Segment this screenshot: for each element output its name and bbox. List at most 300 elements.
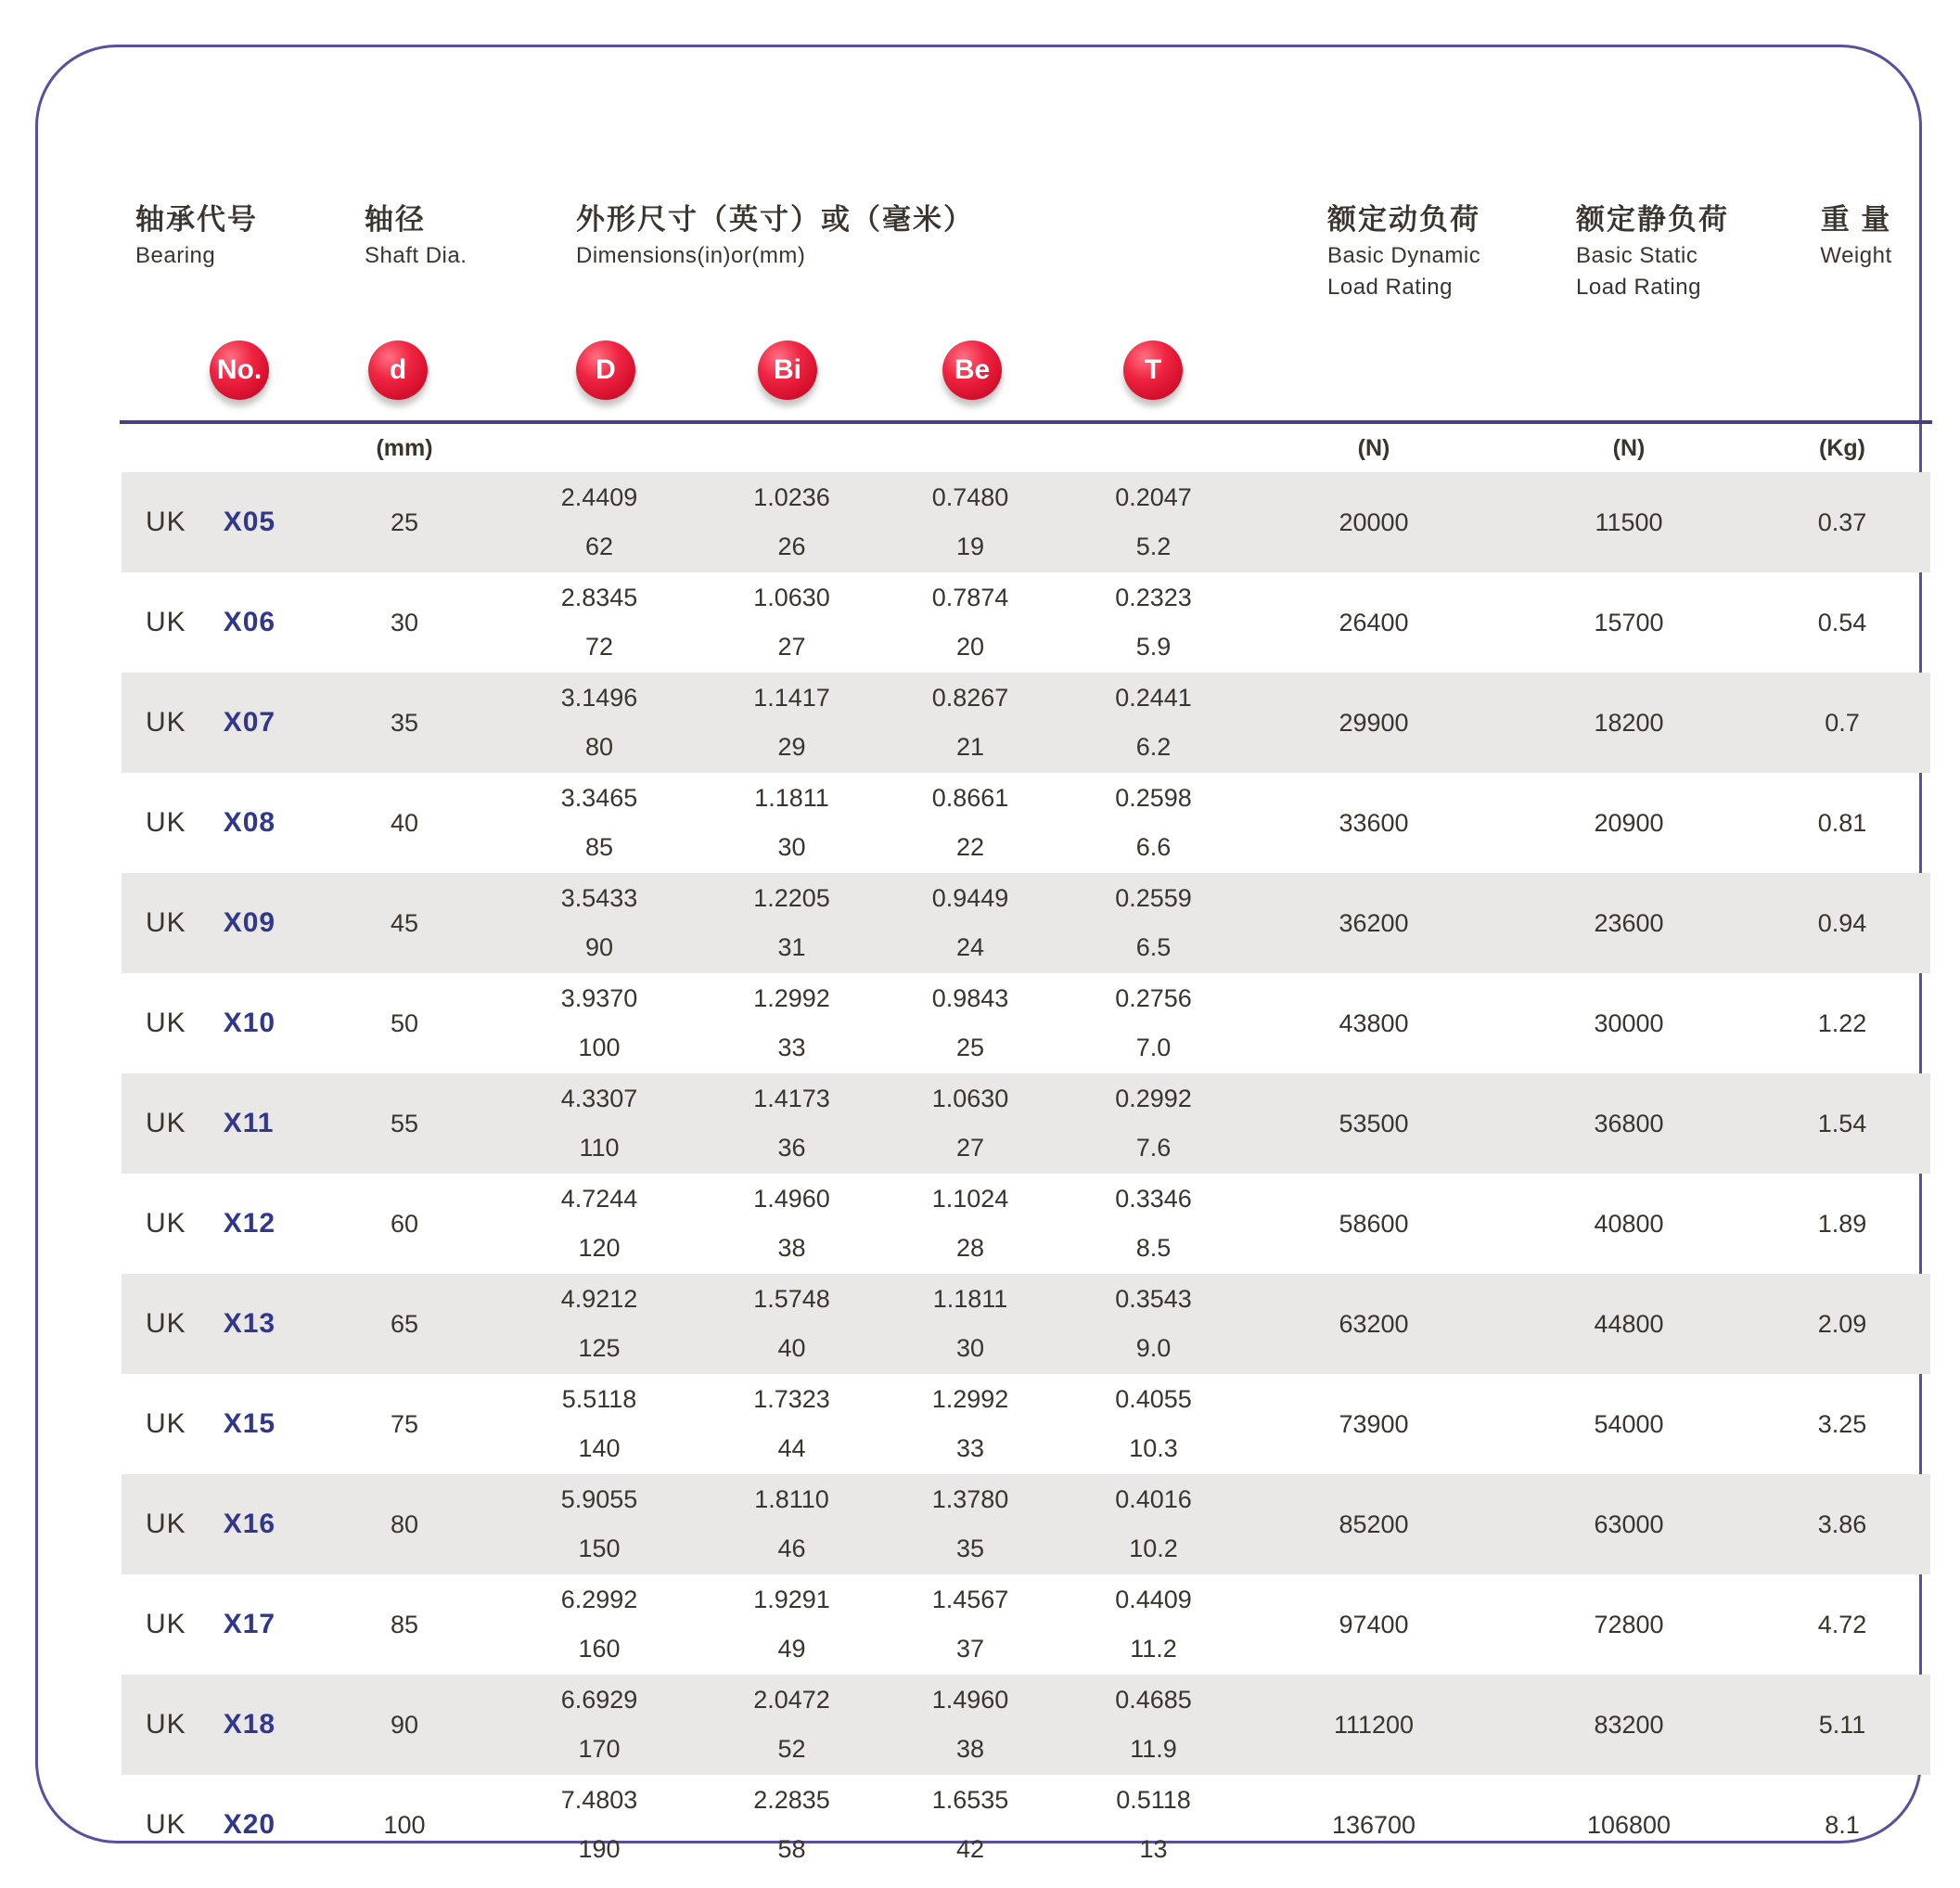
weight-cell: 0.7 (1825, 708, 1860, 737)
dim-bi-cell (706, 1474, 878, 1574)
weight-cell: 2.09 (1817, 1309, 1867, 1338)
dim-bi-mm-value: 33 (777, 1034, 806, 1061)
dim-be-inch-value: 0.9843 (931, 984, 1009, 1012)
dim-bi-inch-value: 1.0630 (753, 584, 830, 611)
static-load-cell: 106800 (1586, 1810, 1672, 1839)
weight-cell: 8.1 (1825, 1810, 1860, 1839)
weight-cell: 0.94 (1817, 908, 1867, 937)
dim-t-inch-value: 0.2559 (1115, 884, 1192, 912)
static-load-cell: 20900 (1594, 808, 1664, 837)
table-row (122, 973, 1930, 1073)
dim-t-inch-value: 0.2323 (1115, 584, 1192, 611)
dim-t-inch-value: 0.4685 (1115, 1686, 1192, 1714)
dim-bi-mm-value: 36 (777, 1134, 806, 1162)
dim-bi-inch-value: 1.1417 (753, 684, 830, 712)
dim-be-mm-value: 20 (955, 633, 985, 661)
bearing-number: X08 (223, 807, 276, 838)
static-load-cell: 54000 (1594, 1409, 1664, 1438)
bearing-cell (122, 673, 316, 773)
dim-be-inch-value: 1.4960 (931, 1686, 1009, 1714)
dim-bi-mm-value: 31 (777, 933, 806, 961)
dim-d-inch-value: 3.5433 (560, 884, 638, 912)
bearing-prefix: UK (146, 1008, 186, 1038)
dim-bi-inch-value: 1.7323 (753, 1385, 830, 1413)
unit-spacer (1063, 430, 1244, 467)
unit-static-n: (N) (1612, 434, 1646, 461)
dim-be-mm-value: 19 (955, 533, 985, 560)
table-row (122, 1073, 1930, 1174)
dim-t-cell (1063, 1274, 1244, 1374)
dynamic-load-cell: 85200 (1339, 1509, 1409, 1538)
dim-d-mm-value: 125 (578, 1334, 621, 1362)
dim-d-cell (493, 1073, 706, 1174)
dim-d-cell (493, 973, 706, 1073)
dim-bi-mm-value: 29 (777, 733, 806, 761)
dim-t-cell (1063, 1174, 1244, 1274)
dim-d-cell (493, 1574, 706, 1675)
bearing-cell (122, 1474, 316, 1574)
dim-d-cell (493, 773, 706, 873)
bearing-cell (122, 873, 316, 973)
dim-t-mm-value: 13 (1139, 1835, 1168, 1863)
dim-t-cell (1063, 773, 1244, 873)
static-load-cell: 40800 (1594, 1209, 1664, 1238)
dynamic-load-cell: 73900 (1339, 1409, 1409, 1438)
bearing-prefix: UK (146, 1208, 186, 1239)
dim-be-cell (878, 1775, 1063, 1875)
dynamic-load-cell: 33600 (1339, 808, 1409, 837)
dim-d-mm-value: 120 (578, 1234, 621, 1262)
dim-bi-mm-value: 26 (777, 533, 806, 560)
dim-bi-mm-value: 27 (777, 633, 806, 661)
dim-be-mm-value: 37 (955, 1635, 985, 1663)
dim-d-cell (493, 1174, 706, 1274)
dim-be-mm-value: 30 (955, 1334, 985, 1362)
table-row (122, 873, 1930, 973)
bearing-number: X20 (223, 1809, 276, 1840)
dim-be-mm-value: 25 (955, 1034, 985, 1061)
dim-d-inch-value: 2.8345 (560, 584, 638, 611)
dim-t-mm-value: 11.9 (1130, 1735, 1177, 1763)
table-row (122, 773, 1930, 873)
column-header-weight (1763, 205, 1949, 267)
dim-t-cell (1063, 873, 1244, 973)
bearing-number: X12 (223, 1208, 276, 1239)
dim-bi-mm-value: 58 (777, 1835, 806, 1863)
dim-d-inch-value: 6.6929 (560, 1686, 638, 1714)
shaft-dia-cell: 75 (390, 1409, 419, 1438)
dim-be-mm-value: 33 (955, 1434, 985, 1462)
bearing-header-en: Bearing (135, 243, 216, 268)
bearing-number: X18 (223, 1709, 276, 1740)
weight-cell: 0.54 (1817, 608, 1867, 636)
badge-bi: Bi (758, 340, 817, 400)
shaft-dia-cell: 35 (390, 708, 419, 737)
dim-bi-inch-value: 1.4173 (753, 1085, 830, 1112)
dim-t-inch-value: 0.2756 (1115, 984, 1192, 1012)
header-divider-rule (120, 420, 1932, 424)
dim-d-mm-value: 72 (584, 633, 614, 661)
shaft-dia-cell: 85 (390, 1610, 419, 1638)
units-row (122, 430, 1930, 467)
dim-t-cell (1063, 1474, 1244, 1574)
dim-bi-cell (706, 973, 878, 1073)
dim-d-inch-value: 3.9370 (560, 984, 638, 1012)
dim-bi-cell (706, 1574, 878, 1675)
bearing-prefix: UK (146, 1308, 186, 1339)
dim-d-inch-value: 6.2992 (560, 1586, 638, 1613)
dim-t-mm-value: 5.9 (1135, 633, 1172, 661)
shaft-dia-cell: 60 (390, 1209, 419, 1238)
dim-bi-mm-value: 38 (777, 1234, 806, 1262)
bearing-cell (122, 1073, 316, 1174)
column-header-dynamic-load (1327, 205, 1480, 299)
bearing-prefix: UK (146, 807, 186, 838)
dim-be-cell (878, 1574, 1063, 1675)
dim-bi-inch-value: 2.0472 (753, 1686, 830, 1714)
dim-bi-cell (706, 673, 878, 773)
dynamic-load-header-en1: Basic Dynamic (1327, 243, 1481, 268)
dim-bi-cell (706, 1675, 878, 1775)
dim-bi-inch-value: 1.8110 (754, 1485, 829, 1513)
shaft-header-en: Shaft Dia. (365, 243, 468, 268)
dim-bi-inch-value: 1.4960 (753, 1185, 830, 1213)
dim-bi-cell (706, 773, 878, 873)
dim-d-inch-value: 2.4409 (560, 483, 638, 511)
shaft-dia-cell: 80 (390, 1509, 419, 1538)
bearing-number: X07 (223, 707, 276, 738)
bearing-prefix: UK (146, 1108, 186, 1138)
weight-cell: 0.37 (1817, 507, 1867, 536)
table-row (122, 1374, 1930, 1474)
bearing-number: X11 (223, 1108, 275, 1138)
badge-shaft-d: d (368, 340, 428, 400)
dim-t-inch-value: 0.3543 (1115, 1285, 1192, 1313)
static-load-header-en2: Load Rating (1576, 275, 1701, 300)
dynamic-load-cell: 136700 (1331, 1810, 1416, 1839)
dim-t-mm-value: 6.2 (1135, 733, 1172, 761)
dim-be-mm-value: 42 (955, 1835, 985, 1863)
weight-cell: 5.11 (1818, 1710, 1866, 1739)
dim-d-inch-value: 5.5118 (561, 1385, 637, 1413)
weight-header-en: Weight (1820, 243, 1892, 268)
dim-be-inch-value: 1.0630 (931, 1085, 1009, 1112)
dim-t-cell (1063, 1073, 1244, 1174)
bearing-cell (122, 1675, 316, 1775)
bearing-cell (122, 973, 316, 1073)
dim-d-mm-value: 150 (578, 1535, 621, 1562)
dim-t-cell (1063, 973, 1244, 1073)
dynamic-load-cell: 43800 (1339, 1008, 1409, 1037)
dim-be-cell (878, 1675, 1063, 1775)
dim-t-cell (1063, 572, 1244, 673)
unit-spacer (706, 430, 878, 467)
dim-d-cell (493, 1775, 706, 1875)
dim-t-cell (1063, 1574, 1244, 1675)
table-row (122, 1174, 1930, 1274)
bearing-number: X06 (223, 607, 276, 637)
dim-d-cell (493, 1374, 706, 1474)
dynamic-load-cell: 26400 (1339, 608, 1409, 636)
badge-be: Be (942, 340, 1002, 400)
bearing-cell (122, 1174, 316, 1274)
shaft-dia-cell: 65 (390, 1309, 419, 1338)
column-header-bearing (135, 205, 258, 267)
dim-be-inch-value: 1.6535 (931, 1786, 1009, 1814)
bearing-prefix: UK (146, 607, 186, 637)
dim-t-mm-value: 7.6 (1135, 1134, 1172, 1162)
dynamic-load-cell: 36200 (1339, 908, 1409, 937)
dynamic-load-cell: 58600 (1339, 1209, 1409, 1238)
dim-t-inch-value: 0.4055 (1115, 1385, 1192, 1413)
static-load-header-en1: Basic Static (1576, 243, 1698, 268)
shaft-dia-cell: 50 (390, 1008, 419, 1037)
dim-bi-cell (706, 1073, 878, 1174)
weight-cell: 3.25 (1817, 1409, 1867, 1438)
unit-spacer (878, 430, 1063, 467)
bearing-number: X15 (223, 1408, 276, 1439)
static-load-cell: 11500 (1595, 507, 1663, 536)
dynamic-load-cell: 63200 (1339, 1309, 1409, 1338)
dim-bi-mm-value: 30 (777, 833, 806, 861)
dim-d-cell (493, 572, 706, 673)
dim-t-cell (1063, 673, 1244, 773)
dim-bi-cell (706, 873, 878, 973)
dim-be-cell (878, 1474, 1063, 1574)
unit-dynamic-n: (N) (1357, 434, 1390, 461)
badge-t: T (1123, 340, 1183, 400)
bearing-number: X05 (223, 507, 276, 537)
dynamic-load-cell: 111200 (1333, 1710, 1415, 1739)
bearing-number: X10 (223, 1008, 276, 1038)
dim-d-mm-value: 160 (578, 1635, 621, 1663)
static-load-cell: 63000 (1594, 1509, 1664, 1538)
bearing-prefix: UK (146, 1609, 186, 1639)
dim-d-mm-value: 100 (578, 1034, 621, 1061)
dimensions-header-en: Dimensions(in)or(mm) (576, 243, 806, 268)
dim-be-mm-value: 27 (955, 1134, 985, 1162)
dim-bi-cell (706, 572, 878, 673)
column-header-shaft-dia (365, 205, 467, 267)
table-row (122, 1274, 1930, 1374)
dim-d-inch-value: 7.4803 (560, 1786, 638, 1814)
dim-t-mm-value: 5.2 (1135, 533, 1172, 560)
dim-bi-inch-value: 1.1811 (754, 784, 829, 812)
dim-be-cell (878, 673, 1063, 773)
dim-t-mm-value: 7.0 (1135, 1034, 1172, 1061)
bearing-prefix: UK (146, 707, 186, 738)
dim-d-cell (493, 1675, 706, 1775)
unit-spacer (122, 430, 316, 467)
dim-bi-cell (706, 1174, 878, 1274)
bearing-cell (122, 1574, 316, 1675)
dim-t-inch-value: 0.3346 (1115, 1185, 1192, 1213)
static-load-header-zh: 额定静负荷 (1576, 203, 1729, 236)
dynamic-load-cell: 97400 (1339, 1610, 1409, 1638)
dim-d-mm-value: 140 (578, 1434, 621, 1462)
dim-be-cell (878, 1073, 1063, 1174)
weight-cell: 4.72 (1817, 1610, 1867, 1638)
dim-bi-inch-value: 2.2835 (753, 1786, 830, 1814)
dim-be-mm-value: 28 (955, 1234, 985, 1262)
dim-be-cell (878, 773, 1063, 873)
bearing-prefix: UK (146, 1509, 186, 1539)
dim-d-cell (493, 673, 706, 773)
dim-be-inch-value: 0.7480 (931, 483, 1009, 511)
bearing-header-zh: 轴承代号 (135, 203, 258, 236)
static-load-cell: 72800 (1594, 1610, 1664, 1638)
dim-t-mm-value: 10.2 (1129, 1535, 1178, 1562)
dynamic-load-header-zh: 额定动负荷 (1327, 203, 1480, 236)
dim-t-cell (1063, 1675, 1244, 1775)
weight-header-zh: 重 量 (1820, 203, 1892, 236)
shaft-dia-cell: 30 (390, 608, 419, 636)
bearing-prefix: UK (146, 1709, 186, 1740)
dynamic-load-cell: 29900 (1339, 708, 1409, 737)
dim-d-cell (493, 472, 706, 572)
dim-be-inch-value: 1.2992 (931, 1385, 1009, 1413)
bearing-cell (122, 1274, 316, 1374)
dim-bi-cell (706, 1374, 878, 1474)
dim-bi-mm-value: 49 (777, 1635, 806, 1663)
table-body (122, 472, 1930, 1875)
dim-d-cell (493, 1474, 706, 1574)
dim-d-mm-value: 110 (579, 1134, 620, 1162)
dim-bi-mm-value: 46 (777, 1535, 806, 1562)
dim-be-cell (878, 472, 1063, 572)
shaft-dia-cell: 90 (390, 1710, 419, 1739)
dim-be-mm-value: 24 (955, 933, 985, 961)
static-load-cell: 15700 (1594, 608, 1664, 636)
bearing-prefix: UK (146, 1809, 186, 1840)
dynamic-load-cell: 20000 (1339, 507, 1409, 536)
dim-d-inch-value: 4.3307 (560, 1085, 638, 1112)
weight-cell: 3.86 (1817, 1509, 1867, 1538)
dim-be-inch-value: 1.1024 (931, 1185, 1009, 1213)
dim-bi-cell (706, 1274, 878, 1374)
table-row (122, 1474, 1930, 1574)
dim-bi-cell (706, 472, 878, 572)
dim-bi-cell (706, 1775, 878, 1875)
dim-d-mm-value: 80 (584, 733, 614, 761)
dim-be-cell (878, 1374, 1063, 1474)
dim-be-inch-value: 0.8267 (931, 684, 1009, 712)
static-load-cell: 18200 (1594, 708, 1664, 737)
dim-be-inch-value: 0.9449 (931, 884, 1009, 912)
dim-t-inch-value: 0.4016 (1115, 1485, 1192, 1513)
dim-bi-mm-value: 44 (777, 1434, 806, 1462)
dim-t-mm-value: 6.6 (1135, 833, 1172, 861)
dim-be-cell (878, 1174, 1063, 1274)
dim-be-mm-value: 21 (955, 733, 985, 761)
dim-d-inch-value: 3.1496 (560, 684, 638, 712)
dimensions-header-zh: 外形尺寸（英寸）或（毫米） (576, 203, 974, 236)
weight-cell: 1.89 (1817, 1209, 1867, 1238)
shaft-header-zh: 轴径 (365, 203, 426, 236)
dynamic-load-cell: 53500 (1339, 1109, 1409, 1137)
weight-cell: 0.81 (1817, 808, 1867, 837)
unit-weight-kg: (Kg) (1819, 434, 1865, 461)
weight-cell: 1.22 (1817, 1008, 1867, 1037)
badge-outer-diameter-d: D (576, 340, 635, 400)
dim-be-inch-value: 1.1811 (932, 1285, 1008, 1313)
dim-t-inch-value: 0.2047 (1115, 483, 1192, 511)
unit-spacer (493, 430, 706, 467)
dim-d-mm-value: 90 (584, 933, 614, 961)
dim-t-inch-value: 0.2441 (1115, 684, 1192, 712)
dim-be-cell (878, 973, 1063, 1073)
shaft-dia-cell: 55 (390, 1109, 419, 1137)
dim-d-inch-value: 5.9055 (560, 1485, 638, 1513)
dim-d-inch-value: 4.9212 (560, 1285, 638, 1313)
static-load-cell: 23600 (1594, 908, 1664, 937)
table-panel (35, 45, 1922, 1863)
dim-bi-mm-value: 40 (777, 1334, 806, 1362)
static-load-cell: 30000 (1594, 1008, 1664, 1037)
dim-d-mm-value: 190 (578, 1835, 621, 1863)
dim-t-inch-value: 0.2992 (1115, 1085, 1192, 1112)
dim-t-mm-value: 6.5 (1135, 933, 1172, 961)
dim-t-inch-value: 0.5118 (1116, 1786, 1191, 1814)
dim-t-inch-value: 0.4409 (1115, 1586, 1192, 1613)
dim-be-cell (878, 873, 1063, 973)
table-row (122, 1574, 1930, 1675)
table-row (122, 1675, 1930, 1775)
bearing-prefix: UK (146, 1408, 186, 1439)
dim-t-mm-value: 10.3 (1129, 1434, 1178, 1462)
column-header-static-load (1576, 205, 1729, 299)
bearing-number: X17 (223, 1609, 276, 1639)
dim-bi-inch-value: 1.5748 (753, 1285, 830, 1313)
bearing-cell (122, 1374, 316, 1474)
dim-be-inch-value: 1.3780 (931, 1485, 1009, 1513)
dim-d-mm-value: 62 (584, 533, 614, 560)
badge-bearing-no: No. (210, 340, 269, 400)
dim-t-mm-value: 11.2 (1130, 1635, 1177, 1663)
bearing-cell (122, 472, 316, 572)
bearing-number: X16 (223, 1509, 276, 1539)
dim-t-cell (1063, 472, 1244, 572)
table-row (122, 1775, 1930, 1875)
dim-bi-inch-value: 1.0236 (753, 483, 830, 511)
dim-be-mm-value: 35 (955, 1535, 985, 1562)
dim-t-mm-value: 9.0 (1135, 1334, 1172, 1362)
unit-shaft-mm: (mm) (376, 434, 433, 461)
dim-t-inch-value: 0.2598 (1115, 784, 1192, 812)
bearing-number: X13 (223, 1308, 276, 1339)
dim-be-cell (878, 572, 1063, 673)
bearing-prefix: UK (146, 507, 186, 537)
shaft-dia-cell: 25 (390, 507, 419, 536)
dim-d-inch-value: 3.3465 (560, 784, 638, 812)
bearing-prefix: UK (146, 907, 186, 938)
bearing-cell (122, 572, 316, 673)
static-load-cell: 83200 (1594, 1710, 1664, 1739)
dynamic-load-header-en2: Load Rating (1327, 275, 1453, 300)
table-row (122, 673, 1930, 773)
bearing-cell (122, 1775, 316, 1875)
bearing-number: X09 (223, 907, 276, 938)
bearing-cell (122, 773, 316, 873)
dim-t-cell (1063, 1374, 1244, 1474)
dim-be-inch-value: 0.7874 (931, 584, 1009, 611)
dim-d-cell (493, 873, 706, 973)
dim-t-mm-value: 8.5 (1135, 1234, 1172, 1262)
dim-bi-inch-value: 1.2205 (753, 884, 830, 912)
table-row (122, 572, 1930, 673)
dim-d-inch-value: 4.7244 (560, 1185, 638, 1213)
dim-bi-mm-value: 52 (777, 1735, 806, 1763)
